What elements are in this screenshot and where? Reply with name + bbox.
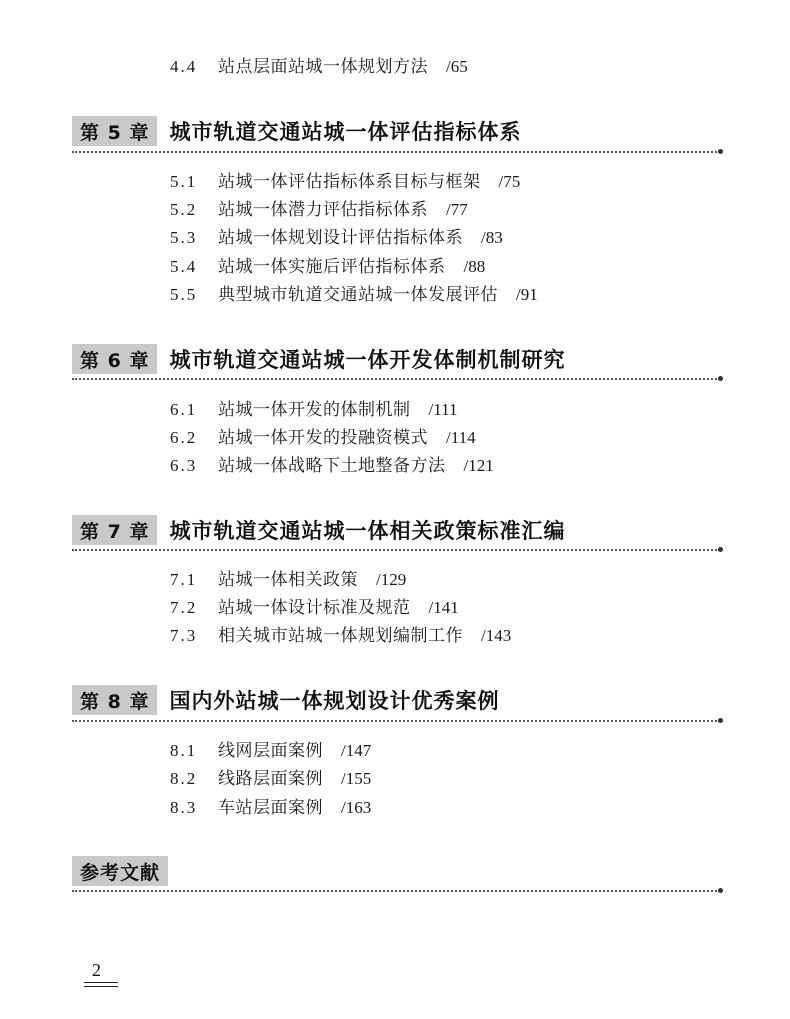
section-number: 6.2 [170, 428, 198, 447]
section-title: 站点层面站城一体规划方法 [218, 57, 428, 77]
chapter-8-heading[interactable] [72, 685, 499, 715]
references-heading[interactable] [72, 856, 168, 886]
toc-entry-6-3[interactable] [170, 455, 494, 477]
references-label: 参考文献 [72, 856, 168, 886]
page-reference: /163 [341, 798, 372, 817]
page-reference: /114 [446, 428, 476, 447]
toc-entry-6-1[interactable] [170, 399, 457, 421]
page-number-rule [84, 982, 118, 983]
section-title: 站城一体评估指标体系目标与框架 [218, 172, 481, 192]
chapter-label: 第 8 章 [72, 685, 157, 715]
section-number: 5.1 [170, 172, 198, 191]
page-number-rule [84, 986, 118, 987]
section-number: 8.3 [170, 798, 198, 817]
chapter-6-heading[interactable] [72, 344, 565, 374]
toc-entry-7-3[interactable] [170, 625, 511, 647]
section-title: 车站层面案例 [218, 798, 323, 818]
page-reference: /129 [376, 570, 407, 589]
page-reference: /83 [481, 228, 503, 247]
page-reference: /75 [498, 172, 521, 191]
section-number: 6.3 [170, 456, 198, 475]
section-title: 站城一体实施后评估指标体系 [218, 257, 446, 277]
dotted-divider [72, 890, 720, 892]
chapter-5-heading[interactable] [72, 116, 521, 146]
section-number: 7.2 [170, 598, 198, 617]
chapter-title: 国内外站城一体规划设计优秀案例 [169, 689, 500, 713]
page-reference: /111 [428, 400, 458, 419]
section-title: 典型城市轨道交通站城一体发展评估 [218, 285, 498, 305]
dotted-divider [72, 151, 720, 153]
page-reference: /147 [341, 741, 372, 760]
section-title: 站城一体相关政策 [218, 570, 358, 590]
page-reference: /88 [463, 257, 486, 276]
section-number: 6.1 [170, 400, 198, 419]
toc-entry-5-3[interactable] [170, 227, 503, 249]
section-title: 线网层面案例 [218, 741, 323, 761]
chapter-label: 第 6 章 [72, 344, 157, 374]
section-number: 5.2 [170, 200, 198, 219]
section-title: 站城一体战略下土地整备方法 [218, 456, 446, 476]
section-title: 线路层面案例 [218, 769, 323, 789]
toc-entry-8-2[interactable] [170, 768, 371, 790]
section-title: 站城一体设计标准及规范 [218, 598, 411, 618]
page-reference: /77 [446, 200, 468, 219]
page-reference: /155 [341, 769, 372, 788]
toc-entry-7-1[interactable] [170, 569, 406, 591]
page-reference: /141 [428, 598, 459, 617]
section-number: 5.3 [170, 228, 198, 247]
section-number: 7.3 [170, 626, 198, 645]
toc-entry-5-1[interactable] [170, 171, 520, 193]
page-number: 2 [92, 960, 101, 980]
section-title: 相关城市站城一体规划编制工作 [218, 626, 463, 646]
page-reference: /143 [481, 626, 512, 645]
section-title: 站城一体规划设计评估指标体系 [218, 228, 463, 248]
toc-entry-5-5[interactable] [170, 284, 538, 306]
section-number: 5.5 [170, 285, 198, 304]
chapter-7-heading[interactable] [72, 515, 565, 545]
page-reference: /91 [516, 285, 538, 304]
chapter-title: 城市轨道交通站城一体相关政策标准汇编 [169, 519, 566, 543]
chapter-label: 第 5 章 [72, 116, 157, 146]
section-title: 站城一体开发的体制机制 [218, 400, 411, 420]
dotted-divider [72, 378, 720, 380]
toc-entry-8-3[interactable] [170, 797, 371, 819]
section-title: 站城一体潜力评估指标体系 [218, 200, 428, 220]
dotted-divider [72, 720, 720, 722]
page-reference: /65 [446, 57, 468, 76]
chapter-title: 城市轨道交通站城一体评估指标体系 [169, 120, 522, 144]
chapter-label: 第 7 章 [72, 515, 157, 545]
toc-entry-5-4[interactable] [170, 256, 485, 278]
chapter-title: 城市轨道交通站城一体开发体制机制研究 [169, 348, 566, 372]
section-number: 8.1 [170, 741, 198, 760]
section-title: 站城一体开发的投融资模式 [218, 428, 428, 448]
toc-entry-5-2[interactable] [170, 199, 468, 221]
section-number: 4.4 [170, 57, 198, 76]
section-number: 5.4 [170, 257, 198, 276]
section-number: 8.2 [170, 769, 198, 788]
toc-entry-7-2[interactable] [170, 597, 459, 619]
dotted-divider [72, 549, 720, 551]
toc-entry-8-1[interactable] [170, 740, 371, 762]
toc-entry-6-2[interactable] [170, 427, 476, 449]
section-number: 7.1 [170, 570, 198, 589]
page-reference: /121 [463, 456, 494, 475]
toc-entry-4-4[interactable] [170, 56, 468, 78]
